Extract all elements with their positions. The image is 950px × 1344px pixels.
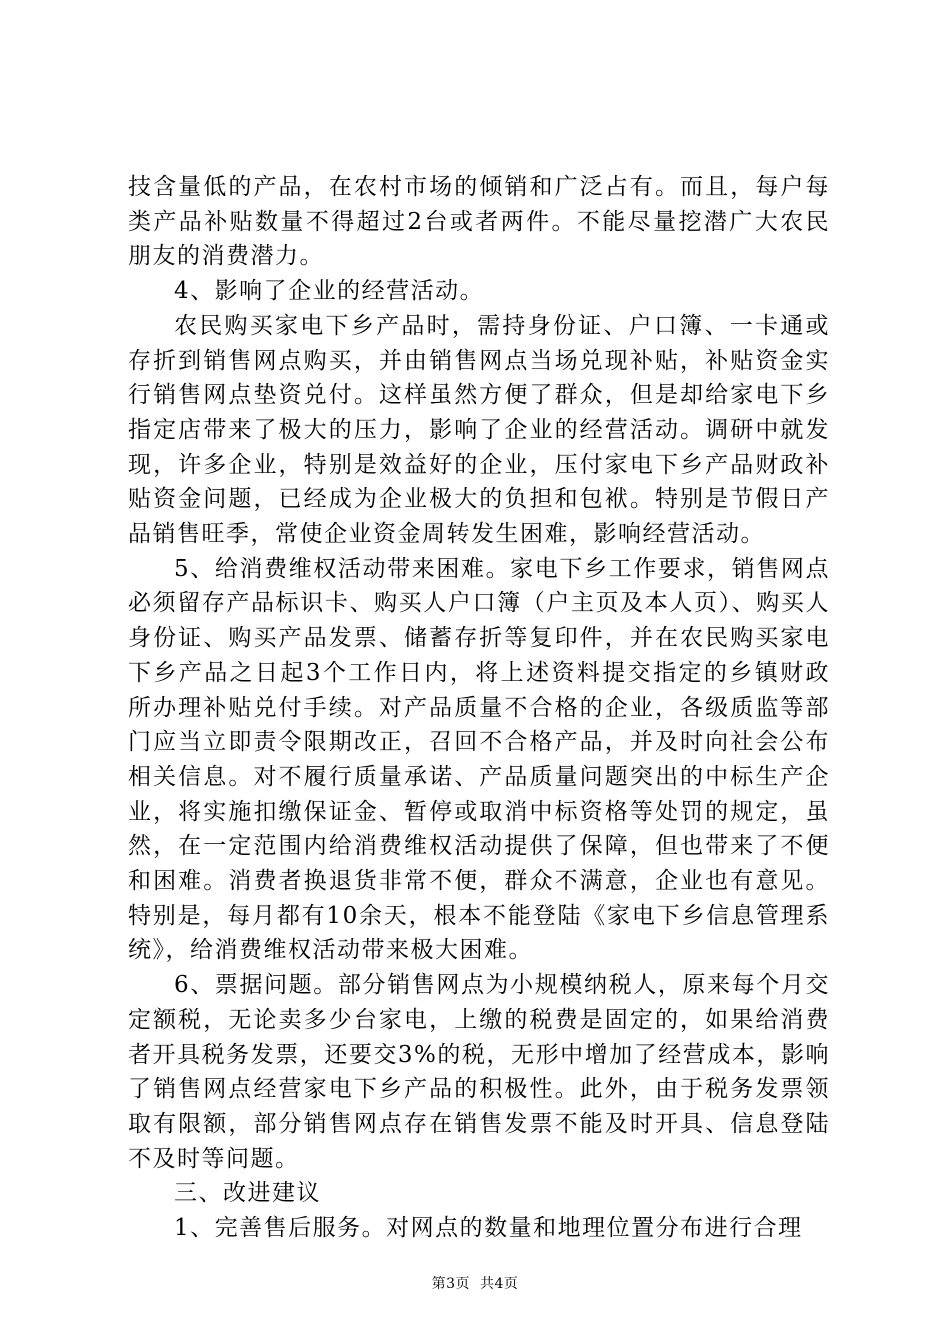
paragraph-item-6-invoices: 6、票据问题。部分销售网点为小规模纳税人，原来每个月交定额税，无论卖多少台家电，上缴的税费是固定的，如果给消费者开具税务发票，还要交3%的税，无形中增加了经营成本，影响了销售网点经营家电下乡产品的积极性。此外，由于税务发票领取有限额，部分销售网点存在销售发票不能及时开具、信息登陆不及时等问题。: [128, 972, 830, 1172]
paragraph-item-5-consumer-rights: 5、给消费维权活动带来困难。家电下乡工作要求，销售网点必须留存产品标识卡、购买人户口簿（户主页及本人页）、购买人身份证、购买产品发票、储蓄存折等复印件，并在农民购买家电下乡产品之日起3个工作日内，将上述资料提交指定的乡镇财政所办理补贴兑付手续。对产品质量不合格的企业，各级质监等部门应当立即责令限期改正，召回不合格产品，并及时向社会公布相关信息。对不履行质量承诺、产品质量问题突出的中标生产企业，将实施扣缴保证金、暂停或取消中标资格等处罚的规定，虽然，在一定范围内给消费维权活动提供了保障，但也带来了不便和困难。消费者换退货非常不便，群众不满意，企业也有意见。特别是，每月都有10余天，根本不能登陆《家电下乡信息管理系统》，给消费维权活动带来极大困难。: [128, 555, 830, 964]
paragraph-continuation: 技含量低的产品，在农村市场的倾销和广泛占有。而且，每户每类产品补贴数量不得超过2台或者两件。不能尽量挖潜广大农民朋友的消费潜力。: [128, 174, 830, 270]
section-heading-improvements: 三、改进建议: [174, 1180, 321, 1207]
page-number: 第3页: [431, 1276, 470, 1292]
paragraph-business-impact: 农民购买家电下乡产品时，需持身份证、户口簿、一卡通或存折到销售网点购买，并由销售网点当场兑现补贴，补贴资金实行销售网点垫资兑付。这样虽然方便了群众，但是却给家电下乡指定店带来了极大的压力，影响了企业的经营活动。调研中就发现，许多企业，特别是效益好的企业，压付家电下乡产品财政补贴资金问题，已经成为企业极大的负担和包袱。特别是节假日产品销售旺季，常使企业资金周转发生困难，影响经营活动。: [128, 312, 830, 548]
document-body: [128, 170, 830, 1246]
page-total: 共4页: [480, 1276, 519, 1292]
section-heading-item-4: 4、影响了企业的经营活动。: [174, 278, 485, 305]
paragraph-item-1-after-sales: 1、完善售后服务。对网点的数量和地理位置分布进行合理: [174, 1215, 803, 1242]
page-footer: [0, 1274, 950, 1294]
